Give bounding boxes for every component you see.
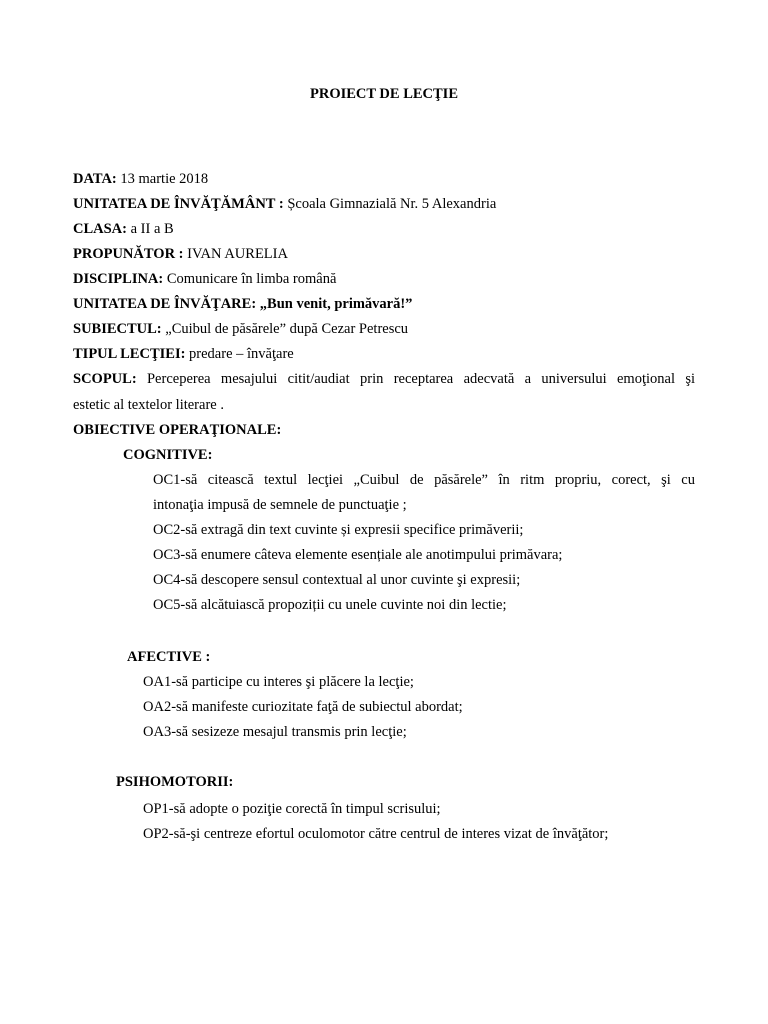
field-value: a II a B <box>126 221 174 237</box>
objective-oa1: OA1-să participe cu interes şi plăcere la lecţie; <box>143 674 414 690</box>
field-label: DATA: <box>73 171 117 187</box>
objective-oa2: OA2-să manifeste curiozitate faţă de subiectul abordat; <box>143 699 463 715</box>
afective-heading: AFECTIVE : <box>127 649 211 665</box>
field-unitatea-invatamant <box>73 195 695 213</box>
objective-oc5: OC5-să alcătuiască propoziții cu unele cuvinte noi din lectie; <box>153 597 507 613</box>
field-value: Școala Gimnazială Nr. 5 Alexandria <box>283 196 497 212</box>
field-label: DISCIPLINA: <box>73 271 164 287</box>
objective-oc1: OC1-să citească textul lecţiei „Cuibul de păsărele” în ritm propriu, corect, şi cu <box>153 472 695 488</box>
field-value: predare – învăţare <box>185 346 294 362</box>
psihomotorii-heading: PSIHOMOTORII: <box>116 774 234 790</box>
cognitive-heading: COGNITIVE: <box>123 447 213 463</box>
field-propunator <box>73 245 695 263</box>
field-value: 13 martie 2018 <box>116 171 209 187</box>
field-tipul-lectiei <box>73 345 695 363</box>
field-value: „Bun venit, primăvară!” <box>256 296 413 312</box>
objectives-heading: OBIECTIVE OPERAŢIONALE: <box>73 422 282 438</box>
field-label: SUBIECTUL: <box>73 321 162 337</box>
field-label: CLASA: <box>73 221 127 237</box>
objective-oc1-continued: intonaţia impusă de semnele de punctuaţie ; <box>153 497 407 513</box>
field-disciplina <box>73 270 695 288</box>
field-value: Perceperea mesajului citit/audiat prin receptarea adecvată a universului emoţional şi <box>136 371 695 387</box>
objective-oc4: OC4-să descopere sensul contextual al unor cuvinte şi expresii; <box>153 572 521 588</box>
field-label: PROPUNĂTOR : <box>73 246 184 262</box>
field-label: SCOPUL: <box>73 371 137 387</box>
objective-oc3: OC3-să enumere câteva elemente esențiale ale anotimpului primăvara; <box>153 547 563 563</box>
field-value: Comunicare în limba română <box>163 271 337 287</box>
objective-op1: OP1-să adopte o poziţie corectă în timpul scrisului; <box>143 801 441 817</box>
field-data <box>73 170 695 188</box>
field-clasa <box>73 220 695 238</box>
field-subiectul <box>73 320 695 338</box>
field-unitatea-invatare <box>73 295 695 313</box>
objective-oc2: OC2-să extragă din text cuvinte și expresii specifice primăverii; <box>153 522 524 538</box>
field-label: UNITATEA DE ÎNVĂŢARE: <box>73 296 257 312</box>
field-label: UNITATEA DE ÎNVĂŢĂMÂNT : <box>73 196 284 212</box>
objective-op2: OP2-să-şi centreze efortul oculomotor către centrul de interes vizat de învăţător; <box>143 826 609 842</box>
field-value: „Cuibul de păsărele” după Cezar Petrescu <box>161 321 409 337</box>
field-scopul-continued: estetic al textelor literare . <box>73 397 224 413</box>
document-title: PROIECT DE LECŢIE <box>310 86 458 102</box>
field-label: TIPUL LECŢIEI: <box>73 346 186 362</box>
field-scopul <box>73 370 695 388</box>
objective-oa3: OA3-să sesizeze mesajul transmis prin lecţie; <box>143 724 407 740</box>
field-value: IVAN AURELIA <box>183 246 288 262</box>
